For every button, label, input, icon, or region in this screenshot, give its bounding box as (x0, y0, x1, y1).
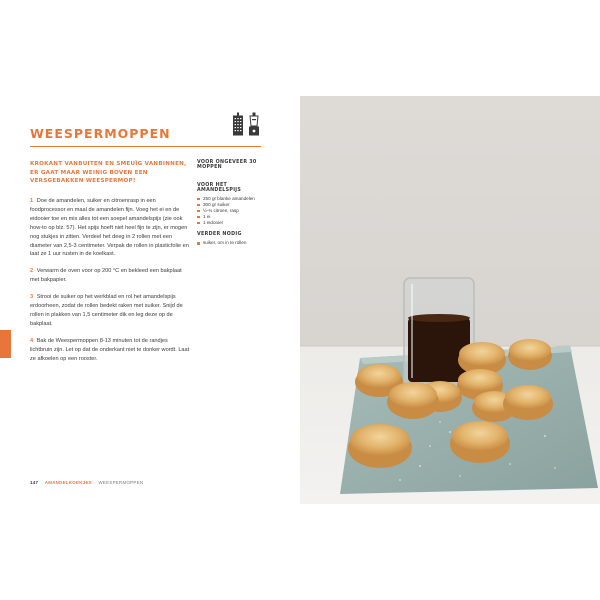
page-footer (30, 480, 148, 485)
chapter-tab-marker (0, 330, 11, 358)
cookie (450, 421, 510, 463)
ingredients-heading-verder: VERDER NODIG (197, 232, 242, 238)
bullet-icon (197, 210, 200, 213)
ingredient-item: 300 gr suiker (197, 202, 267, 208)
step-text: Doe de amandelen, suiker en citroenrasp in een foodprocessor en maal de amandelen fijn. Voeg het ei en de eidooier toe en mix alles tot een soepel amandelspijs (zie ook how-to op blz. 57). Het spijs hoeft niet heel fijn te zijn, er mogen nog stukjes in zitten. Verdeel het deeg in 2 rollen met een diameter van 2,5-3 centimeter. Verpak de rollen in plasticfolie en laat ze 1 uur rusten in de koelkast. (30, 198, 189, 258)
photo-illustration (300, 96, 600, 504)
method-step (30, 337, 190, 364)
bullet-icon (197, 216, 200, 219)
yield-heading: VOOR ONGEVEER 30 MOPPEN (197, 160, 257, 170)
ingredients-panel (197, 160, 267, 247)
cookie (503, 385, 553, 420)
footer-section-name: AMANDELKOEKJES (44, 480, 92, 485)
bullet-icon (197, 198, 200, 201)
step-text: Bak de Weespermoppen 8-13 minuten tot de randjes lichtbruin zijn. Let op dat de onderkant niet te donker wordt. Laat ze afkoelen op een rooster. (30, 337, 190, 362)
ingredient-list-verder (197, 240, 267, 246)
ingredient-list-amandelspijs (197, 196, 267, 226)
step-text: Strooi de suiker op het werkblad en rol het amandelspijs erdoorheen, zodat de rollen bedekt raken met suiker. Snijd de rollen in plakken van 1,5 centimeter dik en leg deze op de bakplaat. (30, 294, 183, 327)
step-number: 4 (30, 337, 34, 344)
title-divider (30, 146, 261, 147)
ingredient-item: 250 gr blanke amandelen (197, 196, 267, 202)
recipe-photo (300, 96, 600, 504)
footer-recipe-name: WEESPERMOPPEN (98, 480, 144, 485)
step-number: 2 (30, 268, 34, 275)
cookie (508, 339, 552, 370)
grater-icon (232, 112, 244, 136)
espresso-glass (404, 278, 474, 386)
page-number: 147 (30, 480, 39, 485)
bullet-icon (197, 242, 200, 245)
recipe-intro: KROKANT VANBUITEN EN SMEUÏG VANBINNEN, ER GAAT MAAR WEINIG BOVEN EEN VERSGEBAKKEN WEESPERMOP! (30, 161, 187, 185)
method-step (30, 267, 190, 285)
food-processor-icon (248, 112, 260, 136)
recipe-title: WEESPERMOPPEN (30, 126, 171, 141)
ingredient-item: ½-¾ citroen, rasp (197, 208, 267, 214)
ingredients-heading-amandelspijs: VOOR HET AMANDELSPIJS (197, 183, 242, 193)
method-step (30, 293, 190, 329)
ingredient-item: 1 eidooier (197, 220, 267, 226)
bullet-icon (197, 222, 200, 225)
step-text: Verwarm de oven voor op 200 °C en bekleed een bakplaat met bakpapier. (30, 268, 182, 284)
ingredient-item: 1 ei (197, 214, 267, 220)
bullet-icon (197, 204, 200, 207)
step-number: 1 (30, 198, 34, 204)
cookie (387, 382, 439, 419)
method-steps (30, 197, 190, 372)
ingredient-item: suiker, om in te rollen (197, 240, 267, 246)
equipment-icons (232, 112, 260, 136)
cookie (348, 424, 412, 468)
method-step (30, 197, 190, 259)
step-number: 3 (30, 294, 34, 301)
